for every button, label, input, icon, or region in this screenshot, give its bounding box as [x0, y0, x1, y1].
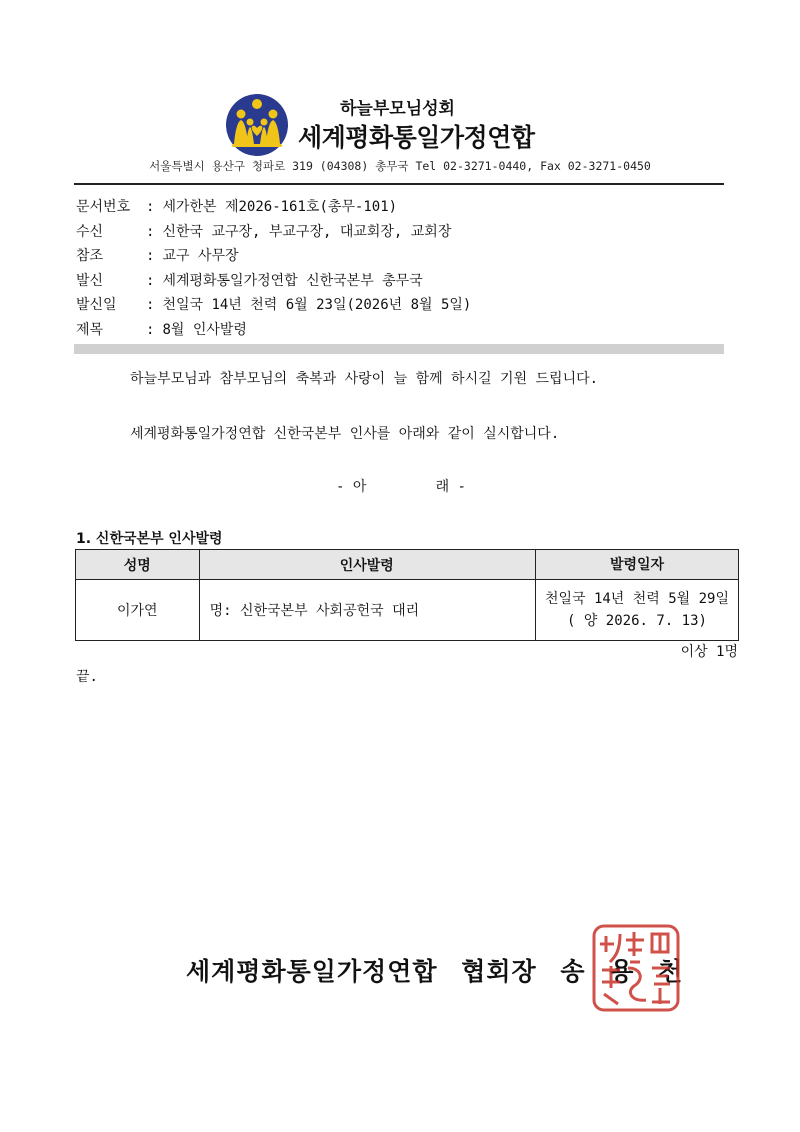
- letterhead: [0, 88, 800, 180]
- meta-colon: :: [146, 248, 155, 264]
- below-marker-left: - 아: [336, 479, 367, 495]
- cell-date-lunar: 천일국 14년 천력 5월 29일: [544, 591, 730, 607]
- section-divider: [74, 344, 724, 354]
- column-header-name: 성명: [76, 550, 200, 580]
- official-red-seal-icon: [590, 922, 682, 1014]
- meta-value: 세가한본 제2026-161호(총무-101): [162, 199, 398, 215]
- greeting-paragraph: 하늘부모님과 참부모님의 축복과 사랑이 늘 함께 하시길 기원 드립니다.: [130, 371, 599, 387]
- cell-date: [535, 580, 738, 641]
- signature-name-char: 용: [609, 957, 635, 986]
- signature-org: 세계평화통일가정연합: [186, 957, 438, 986]
- column-header-order: 인사발령: [199, 550, 535, 580]
- meta-label: 발신일: [76, 297, 117, 313]
- column-header-date: 발령일자: [535, 550, 738, 580]
- meta-colon: :: [146, 199, 155, 215]
- signature-name-char: 천: [658, 957, 684, 986]
- below-marker-right: 래 -: [435, 479, 466, 495]
- meta-colon: :: [146, 223, 155, 240]
- meta-label: 제목: [76, 321, 104, 338]
- org-subtitle: 하늘부모님성회: [340, 99, 455, 119]
- org-title: 세계평화통일가정연합: [298, 123, 535, 152]
- header-divider: [74, 183, 724, 185]
- end-mark: 끝.: [76, 669, 98, 685]
- meta-row-send-date: [76, 294, 726, 319]
- meta-value: 교구 사무장: [162, 248, 239, 264]
- meta-label: 발신: [76, 272, 104, 289]
- meta-label: 참조: [76, 248, 104, 264]
- meta-value: 8월 인사발령: [162, 321, 247, 338]
- cell-name: 이가연: [76, 580, 200, 641]
- meta-label: 수신: [76, 223, 104, 240]
- intro-paragraph: 세계평화통일가정연합 신한국본부 인사를 아래와 같이 실시합니다.: [130, 426, 560, 442]
- meta-colon: :: [146, 297, 155, 313]
- meta-row-sender: [76, 270, 726, 295]
- document-meta: [76, 196, 726, 343]
- meta-row-reference: [76, 245, 726, 270]
- total-note: 이상 1명: [680, 644, 738, 660]
- signature-title: 협회장: [461, 957, 537, 986]
- below-marker: [336, 476, 466, 496]
- meta-row-recipient: [76, 221, 726, 246]
- org-address: 서울특별시 용산구 청파로 319 (04308) 총무국 Tel 02-3271-0440, Fax 02-3271-0450: [149, 159, 651, 173]
- meta-colon: :: [146, 272, 155, 289]
- cell-date-solar: ( 양 2026. 7. 13): [567, 613, 707, 629]
- meta-value: 신한국 교구장, 부교구장, 대교회장, 교회장: [162, 223, 452, 240]
- table-row: [76, 580, 739, 641]
- meta-value: 세계평화통일가정연합 신한국본부 총무국: [162, 272, 423, 289]
- meta-colon: :: [146, 321, 155, 338]
- meta-label: 문서번호: [76, 199, 131, 215]
- personnel-table: [75, 549, 739, 641]
- meta-value: 천일국 14년 천력 6월 23일(2026년 8월 5일): [162, 297, 472, 313]
- family-federation-logo-icon: [224, 92, 290, 158]
- cell-order: 명: 신한국본부 사회공헌국 대리: [199, 580, 535, 641]
- signature-name-char: 송: [560, 957, 586, 986]
- meta-row-doc-number: [76, 196, 726, 221]
- section-title: 1. 신한국본부 인사발령: [76, 531, 223, 547]
- meta-row-subject: [76, 319, 726, 344]
- table-header-row: [76, 550, 739, 580]
